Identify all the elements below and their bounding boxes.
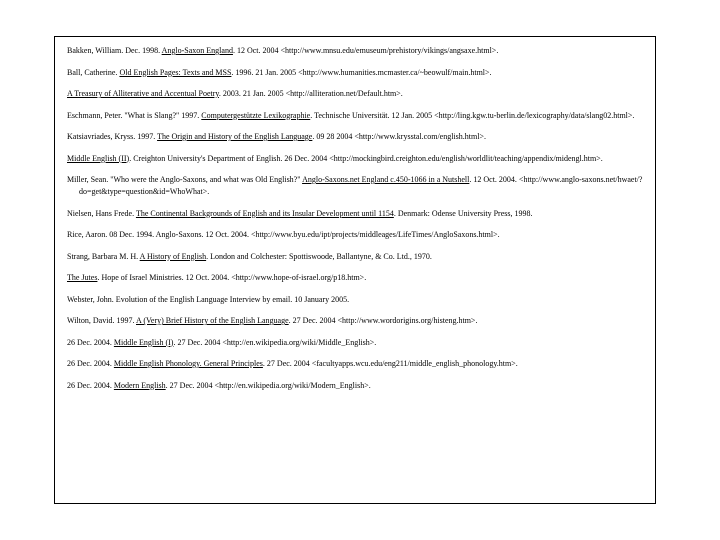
reference-text: Wilton, David. 1997. — [67, 316, 137, 325]
reference-text: Ball, Catherine. — [67, 67, 120, 77]
reference-title: Middle English (II) — [67, 153, 130, 163]
reference-title: The Jutes — [67, 273, 98, 282]
reference-title: The Origin and History of the English Language — [157, 132, 313, 141]
reference-text: Bakken, William. Dec. 1998. — [67, 46, 162, 55]
reference-entry — [67, 229, 647, 241]
reference-details: . 27 Dec. 2004 <http://en.wikipedia.org/wiki/Middle_English>. — [173, 337, 377, 347]
reference-entry — [67, 380, 647, 392]
reference-title: A Treasury of Alliterative and Accentual Poetry — [67, 89, 219, 98]
reference-details: . 27 Dec. 2004 <http://www.wordorigins.org/histeng.htm>. — [288, 316, 478, 325]
reference-entry — [67, 110, 647, 122]
reference-details: . 12 Oct. 2004. <http://www.anglo-saxons.net/hwaet/?do=get&type=question&id=WhoWhat>. — [79, 175, 643, 196]
reference-title: Anglo-Saxon England — [161, 46, 233, 55]
reference-details: . 2003. 21 Jan. 2005 <http://alliteration.net/Default.htm>. — [218, 89, 403, 98]
reference-text: Katsiavriades, Kryss. 1997. — [67, 132, 158, 141]
reference-title: Old English Pages: Texts and MSS — [119, 67, 232, 77]
reference-details: . London and Colchester: Spottiswoode, Ballantyne, & Co. Ltd., 1970. — [206, 251, 432, 261]
reference-title: Modern English — [113, 380, 166, 390]
reference-entry — [67, 251, 647, 263]
reference-text: 26 Dec. 2004. — [67, 337, 114, 347]
reference-text: Nielsen, Hans Frede. — [67, 208, 136, 218]
reference-entry — [67, 67, 647, 79]
reference-entry — [67, 131, 647, 143]
reference-text: 26 Dec. 2004. — [67, 380, 114, 390]
reference-title: Computergestützte Lexikographie — [201, 110, 311, 120]
reference-entry — [67, 88, 647, 100]
reference-text: 26 Dec. 2004. — [67, 359, 114, 368]
reference-details: . 12 Oct. 2004 <http://www.mnsu.edu/emuseum/prehistory/vikings/angsaxe.html>. — [232, 46, 499, 55]
reference-entry — [67, 153, 647, 165]
reference-entry — [67, 294, 647, 306]
reference-text: Eschmann, Peter. "What is Slang?" 1997. — [67, 110, 202, 120]
reference-text: Miller, Sean. "Who were the Anglo-Saxons, and what was Old English?" — [67, 175, 303, 184]
reference-entry — [67, 45, 647, 57]
reference-title: The Continental Backgrounds of English and its Insular Development until 1154 — [135, 208, 394, 218]
reference-title: A History of English — [139, 251, 207, 261]
reference-details: . Hope of Israel Ministries. 12 Oct. 2004. <http://www.hope-of-israel.org/p18.htm>. — [97, 273, 367, 282]
reference-details: . Technische Universität. 12 Jan. 2005 <http://ling.kgw.tu-berlin.de/lexicography/data/slang02.html>. — [310, 110, 635, 120]
works-cited-list — [67, 45, 647, 401]
reference-details: . Denmark: Odense University Press, 1998. — [393, 208, 533, 218]
reference-entry — [67, 174, 647, 198]
reference-details: . 27 Dec. 2004 <http://en.wikipedia.org/wiki/Modern_English>. — [165, 380, 371, 390]
reference-details: . Creighton University's Department of English. 26 Dec. 2004 <http://mockingbird.creighton.edu/english/worldlit/teaching/appendix/midengl.htm>. — [129, 153, 603, 163]
reference-title: Anglo-Saxons.net England c.450-1066 in a Nutshell — [302, 175, 470, 184]
reference-text: Rice, Aaron. 08 Dec. 1994. Anglo-Saxons. 12 Oct. 2004. <http://www.byu.edu/ipt/projects/middleages/LifeTimes/AngloSaxons.html>. — [67, 230, 500, 239]
reference-entry — [67, 208, 647, 220]
reference-title: A (Very) Brief History of the English Language — [136, 316, 289, 325]
reference-text: Webster, John. Evolution of the English Language Interview by email. 10 January 2005. — [67, 294, 350, 304]
reference-details: . 1996. 21 Jan. 2005 <http://www.humanities.mcmaster.ca/~beowulf/main.html>. — [231, 67, 492, 77]
reference-entry — [67, 337, 647, 349]
reference-text: Strang, Barbara M. H. — [67, 251, 140, 261]
reference-details: . 09 28 2004 <http://www.krysstal.com/english.html>. — [312, 132, 486, 141]
reference-title: Middle English (I) — [113, 337, 174, 347]
reference-title: Middle English Phonology. General Principles — [113, 359, 263, 368]
reference-details: . 27 Dec. 2004 <facultyapps.wcu.edu/eng211/middle_english_phonology.htm>. — [262, 359, 518, 368]
reference-entry — [67, 315, 647, 327]
reference-entry — [67, 358, 647, 370]
reference-entry — [67, 272, 647, 284]
